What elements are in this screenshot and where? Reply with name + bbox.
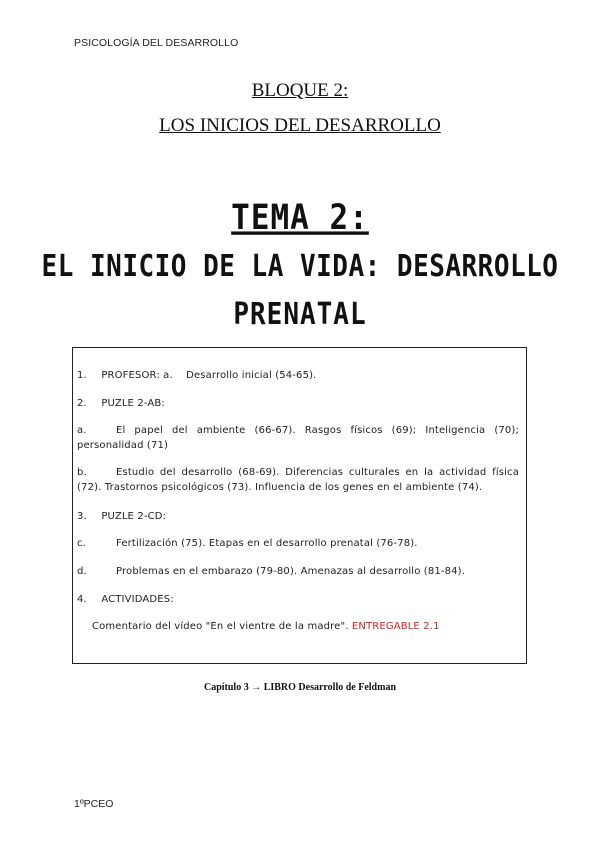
item-4: [77, 592, 519, 607]
item-b: [77, 465, 519, 495]
tema-subtitle-line1: EL INICIO DE LA VIDA: DESARROLLO: [41, 249, 559, 285]
item-3: [77, 509, 519, 524]
item-1: [77, 368, 519, 383]
item-3-label: PUZLE 2-CD:: [101, 511, 167, 522]
item-1-number: 1.: [77, 370, 87, 381]
item-2-label: PUZLE 2-AB:: [101, 398, 165, 409]
item-d: [77, 564, 519, 579]
block-title-line1: BLOQUE 2:: [251, 80, 349, 101]
item-d-text: Problemas en el embarazo (79-80). Amenazas al desarrollo (81-84).: [116, 566, 466, 577]
item-3-number: 3.: [77, 511, 87, 522]
activity-text: Comentario del vídeo "En el vientre de la madre".: [92, 621, 349, 632]
item-d-letter: d.: [77, 566, 87, 577]
item-a-text: El papel del ambiente (66-67). Rasgos físicos (69); Inteligencia (70); personalidad (71): [77, 425, 519, 451]
chapter-caption: Capítulo 3 → LIBRO Desarrollo de Feldman: [203, 682, 397, 693]
item-4-label: ACTIVIDADES:: [101, 594, 174, 605]
entregable-tag: ENTREGABLE 2.1: [351, 621, 440, 632]
item-c-letter: c.: [77, 538, 86, 549]
item-2-number: 2.: [77, 398, 87, 409]
tema-title: TEMA 2:: [231, 197, 369, 239]
item-b-text: Estudio del desarrollo (68-69). Diferencias culturales en la actividad física (72). Trastornos psicológicos (73). Influencia de los genes en el ambiente (74).: [77, 467, 519, 493]
tema-subtitle-line2: PRENATAL: [233, 297, 367, 333]
page-footer: 1ºPCEO: [74, 798, 114, 810]
page-header: PSICOLOGÍA DEL DESARROLLO: [74, 37, 239, 49]
item-1-sub: Desarrollo inicial (54-65).: [186, 370, 317, 381]
item-a-letter: a.: [77, 425, 87, 436]
item-4-number: 4.: [77, 594, 87, 605]
activity-line: [92, 619, 534, 634]
item-a: [77, 423, 519, 453]
item-c-text: Fertilización (75). Etapas en el desarrollo prenatal (76-78).: [116, 538, 418, 549]
item-b-letter: b.: [77, 467, 87, 478]
item-1-label: PROFESOR: a.: [101, 370, 173, 381]
item-2: [77, 396, 519, 411]
contents-box: [72, 347, 527, 664]
item-c: [77, 536, 519, 551]
block-title-line2: LOS INICIOS DEL DESARROLLO: [159, 115, 441, 136]
